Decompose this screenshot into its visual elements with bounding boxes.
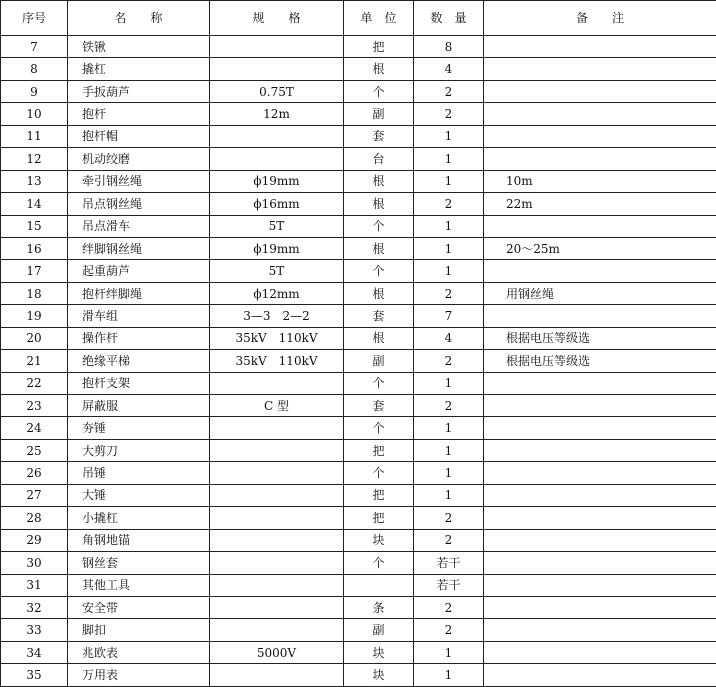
- cell-spec: [210, 596, 344, 618]
- table-row: [1, 350, 716, 372]
- header-unit: 单 位: [344, 1, 414, 36]
- cell-qty: 2: [414, 507, 484, 529]
- cell-note: [484, 58, 716, 80]
- cell-unit: 把: [344, 507, 414, 529]
- cell-unit: 条: [344, 596, 414, 618]
- cell-name: 大锤: [68, 484, 210, 506]
- cell-name: 抱杆绊脚绳: [68, 282, 210, 304]
- cell-name: 抱杆支架: [68, 372, 210, 394]
- cell-spec: [210, 529, 344, 551]
- table-row: [1, 148, 716, 170]
- cell-qty: 1: [414, 125, 484, 147]
- table-row: [1, 260, 716, 282]
- cell-spec: [210, 417, 344, 439]
- cell-seq: 7: [1, 36, 68, 58]
- cell-unit: 个: [344, 462, 414, 484]
- cell-note: 根据电压等级选: [484, 327, 716, 349]
- cell-qty: 2: [414, 395, 484, 417]
- cell-name: 滑车组: [68, 305, 210, 327]
- cell-note: 根据电压等级选: [484, 350, 716, 372]
- cell-seq: 24: [1, 417, 68, 439]
- cell-unit: 根: [344, 58, 414, 80]
- cell-qty: 2: [414, 193, 484, 215]
- cell-name: 吊点钢丝绳: [68, 193, 210, 215]
- cell-qty: 1: [414, 237, 484, 259]
- cell-note: [484, 36, 716, 58]
- cell-seq: 34: [1, 641, 68, 663]
- cell-unit: 根: [344, 193, 414, 215]
- table-row: [1, 596, 716, 618]
- cell-note: [484, 529, 716, 551]
- table-row: [1, 619, 716, 641]
- cell-unit: 套: [344, 125, 414, 147]
- cell-name: 屏蔽服: [68, 395, 210, 417]
- cell-name: 机动绞磨: [68, 148, 210, 170]
- cell-seq: 17: [1, 260, 68, 282]
- cell-qty: 若干: [414, 574, 484, 596]
- cell-note: 用钢丝绳: [484, 282, 716, 304]
- cell-spec: [210, 125, 344, 147]
- cell-note: [484, 439, 716, 461]
- table-row: [1, 372, 716, 394]
- cell-note: [484, 484, 716, 506]
- cell-seq: 11: [1, 125, 68, 147]
- cell-spec: [210, 439, 344, 461]
- cell-qty: 2: [414, 80, 484, 102]
- cell-seq: 35: [1, 664, 68, 686]
- cell-unit: 副: [344, 103, 414, 125]
- cell-spec: ϕ19mm: [210, 170, 344, 192]
- cell-note: [484, 395, 716, 417]
- cell-seq: 28: [1, 507, 68, 529]
- cell-qty: 若干: [414, 552, 484, 574]
- cell-qty: 1: [414, 417, 484, 439]
- cell-unit: 把: [344, 439, 414, 461]
- cell-unit: 块: [344, 664, 414, 686]
- table-row: [1, 170, 716, 192]
- cell-name: 其他工具: [68, 574, 210, 596]
- cell-seq: 13: [1, 170, 68, 192]
- cell-name: 起重葫芦: [68, 260, 210, 282]
- cell-note: [484, 305, 716, 327]
- cell-qty: 1: [414, 462, 484, 484]
- cell-seq: 33: [1, 619, 68, 641]
- header-spec: 规 格: [210, 1, 344, 36]
- table-row: [1, 552, 716, 574]
- cell-qty: 7: [414, 305, 484, 327]
- cell-spec: [210, 462, 344, 484]
- cell-unit: 副: [344, 350, 414, 372]
- cell-seq: 29: [1, 529, 68, 551]
- cell-note: 22m: [484, 193, 716, 215]
- cell-qty: 2: [414, 103, 484, 125]
- cell-name: 绊脚钢丝绳: [68, 237, 210, 259]
- cell-seq: 30: [1, 552, 68, 574]
- cell-name: 牵引钢丝绳: [68, 170, 210, 192]
- cell-spec: [210, 664, 344, 686]
- table-row: [1, 484, 716, 506]
- cell-unit: 根: [344, 327, 414, 349]
- table-body: [1, 36, 716, 687]
- cell-name: 操作杆: [68, 327, 210, 349]
- cell-name: 万用表: [68, 664, 210, 686]
- cell-spec: [210, 574, 344, 596]
- cell-note: [484, 641, 716, 663]
- table-row: [1, 103, 716, 125]
- cell-name: 小撬杠: [68, 507, 210, 529]
- cell-qty: 1: [414, 170, 484, 192]
- cell-qty: 1: [414, 641, 484, 663]
- cell-qty: 2: [414, 596, 484, 618]
- cell-unit: 套: [344, 395, 414, 417]
- cell-spec: [210, 58, 344, 80]
- cell-unit: 个: [344, 417, 414, 439]
- cell-unit: 个: [344, 215, 414, 237]
- cell-name: 铁锹: [68, 36, 210, 58]
- cell-qty: 2: [414, 619, 484, 641]
- cell-note: [484, 417, 716, 439]
- table-row: [1, 417, 716, 439]
- cell-qty: 4: [414, 327, 484, 349]
- cell-seq: 31: [1, 574, 68, 596]
- cell-note: [484, 260, 716, 282]
- cell-note: [484, 80, 716, 102]
- cell-note: [484, 574, 716, 596]
- table-row: [1, 58, 716, 80]
- cell-unit: 根: [344, 170, 414, 192]
- cell-unit: 个: [344, 372, 414, 394]
- cell-seq: 26: [1, 462, 68, 484]
- cell-spec: ϕ12mm: [210, 282, 344, 304]
- cell-name: 钢丝套: [68, 552, 210, 574]
- cell-spec: 12m: [210, 103, 344, 125]
- cell-name: 绝缘平梯: [68, 350, 210, 372]
- cell-qty: 8: [414, 36, 484, 58]
- cell-spec: [210, 148, 344, 170]
- cell-seq: 32: [1, 596, 68, 618]
- cell-name: 吊锤: [68, 462, 210, 484]
- header-seq: 序号: [1, 1, 68, 36]
- cell-unit: 块: [344, 529, 414, 551]
- table-row: [1, 395, 716, 417]
- cell-name: 安全带: [68, 596, 210, 618]
- cell-note: [484, 125, 716, 147]
- table-row: [1, 462, 716, 484]
- cell-qty: 1: [414, 484, 484, 506]
- cell-qty: 1: [414, 664, 484, 686]
- cell-unit: 套: [344, 305, 414, 327]
- table-row: [1, 641, 716, 663]
- cell-seq: 18: [1, 282, 68, 304]
- cell-note: [484, 148, 716, 170]
- cell-spec: [210, 552, 344, 574]
- cell-seq: 14: [1, 193, 68, 215]
- cell-unit: 把: [344, 36, 414, 58]
- cell-qty: 1: [414, 215, 484, 237]
- cell-spec: ϕ19mm: [210, 237, 344, 259]
- table-row: [1, 664, 716, 686]
- cell-name: 吊点滑车: [68, 215, 210, 237]
- cell-seq: 25: [1, 439, 68, 461]
- cell-spec: 5000V: [210, 641, 344, 663]
- cell-note: [484, 664, 716, 686]
- cell-name: 大剪刀: [68, 439, 210, 461]
- cell-seq: 15: [1, 215, 68, 237]
- cell-seq: 19: [1, 305, 68, 327]
- cell-qty: 2: [414, 282, 484, 304]
- cell-spec: ϕ16mm: [210, 193, 344, 215]
- cell-seq: 23: [1, 395, 68, 417]
- cell-spec: 35kV 110kV: [210, 327, 344, 349]
- table-row: [1, 193, 716, 215]
- cell-unit: 个: [344, 260, 414, 282]
- cell-note: [484, 619, 716, 641]
- cell-unit: 根: [344, 237, 414, 259]
- cell-note: [484, 103, 716, 125]
- table-row: [1, 237, 716, 259]
- cell-qty: 1: [414, 148, 484, 170]
- cell-seq: 12: [1, 148, 68, 170]
- cell-name: 兆欧表: [68, 641, 210, 663]
- cell-seq: 8: [1, 58, 68, 80]
- cell-qty: 1: [414, 372, 484, 394]
- table-row: [1, 215, 716, 237]
- cell-name: 夯锤: [68, 417, 210, 439]
- cell-name: 抱杆帽: [68, 125, 210, 147]
- cell-unit: [344, 574, 414, 596]
- cell-unit: 台: [344, 148, 414, 170]
- cell-name: 脚扣: [68, 619, 210, 641]
- cell-spec: [210, 484, 344, 506]
- cell-unit: 把: [344, 484, 414, 506]
- cell-note: 20～25m: [484, 237, 716, 259]
- cell-qty: 1: [414, 260, 484, 282]
- cell-name: 抱杆: [68, 103, 210, 125]
- cell-note: 10m: [484, 170, 716, 192]
- cell-name: 手扳葫芦: [68, 80, 210, 102]
- cell-seq: 27: [1, 484, 68, 506]
- table-row: [1, 282, 716, 304]
- cell-spec: [210, 507, 344, 529]
- table-row: [1, 80, 716, 102]
- cell-unit: 个: [344, 552, 414, 574]
- cell-seq: 9: [1, 80, 68, 102]
- table-row: [1, 327, 716, 349]
- cell-name: 撬杠: [68, 58, 210, 80]
- cell-unit: 块: [344, 641, 414, 663]
- cell-spec: 3—3 2—2: [210, 305, 344, 327]
- cell-spec: C 型: [210, 395, 344, 417]
- cell-spec: 5T: [210, 215, 344, 237]
- cell-name: 角钢地锚: [68, 529, 210, 551]
- cell-seq: 21: [1, 350, 68, 372]
- table-row: [1, 439, 716, 461]
- cell-note: [484, 462, 716, 484]
- cell-spec: 35kV 110kV: [210, 350, 344, 372]
- table-row: [1, 305, 716, 327]
- cell-seq: 20: [1, 327, 68, 349]
- cell-note: [484, 596, 716, 618]
- cell-unit: 副: [344, 619, 414, 641]
- cell-note: [484, 507, 716, 529]
- cell-spec: 0.75T: [210, 80, 344, 102]
- header-name: 名 称: [68, 1, 210, 36]
- cell-seq: 22: [1, 372, 68, 394]
- table-row: [1, 36, 716, 58]
- cell-qty: 2: [414, 529, 484, 551]
- cell-unit: 根: [344, 282, 414, 304]
- cell-spec: [210, 619, 344, 641]
- cell-qty: 2: [414, 350, 484, 372]
- cell-qty: 1: [414, 439, 484, 461]
- table-row: [1, 574, 716, 596]
- table-row: [1, 125, 716, 147]
- cell-qty: 4: [414, 58, 484, 80]
- cell-spec: [210, 372, 344, 394]
- table-row: [1, 507, 716, 529]
- header-note: 备 注: [484, 1, 716, 36]
- header-row: [1, 1, 716, 36]
- cell-spec: 5T: [210, 260, 344, 282]
- header-qty: 数 量: [414, 1, 484, 36]
- cell-seq: 16: [1, 237, 68, 259]
- cell-note: [484, 552, 716, 574]
- cell-spec: [210, 36, 344, 58]
- cell-note: [484, 215, 716, 237]
- cell-note: [484, 372, 716, 394]
- table-row: [1, 529, 716, 551]
- cell-seq: 10: [1, 103, 68, 125]
- cell-unit: 个: [344, 80, 414, 102]
